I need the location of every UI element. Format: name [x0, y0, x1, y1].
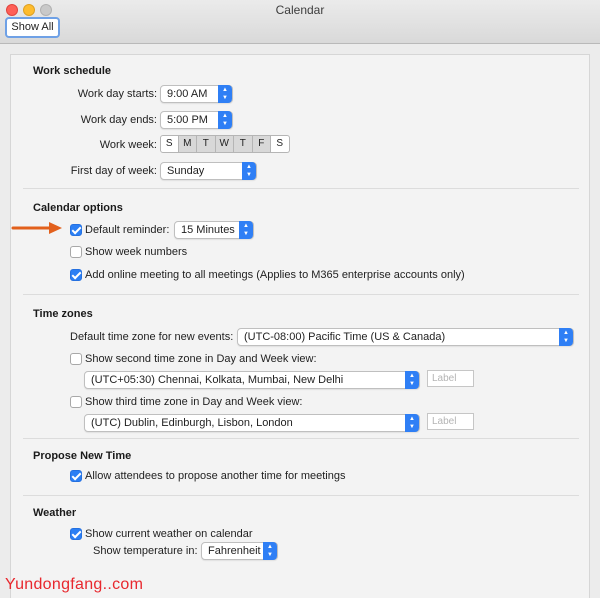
first-day-label: First day of week: [70, 165, 157, 177]
separator [23, 438, 579, 439]
temperature-unit-label: Show temperature in: [93, 545, 198, 557]
day-tuesday[interactable]: T [197, 135, 216, 153]
default-time-zone-value: (UTC-08:00) Pacific Time (US & Canada) [244, 331, 446, 343]
third-time-zone-checkbox[interactable] [70, 396, 82, 408]
day-saturday[interactable]: S [271, 135, 290, 153]
window-title: Calendar [275, 3, 325, 17]
third-time-zone-label-input[interactable] [427, 413, 474, 430]
day-thursday[interactable]: T [234, 135, 253, 153]
day-wednesday[interactable]: W [216, 135, 235, 153]
allow-propose-label: Allow attendees to propose another time for meetings [85, 470, 346, 482]
stepper-arrows-icon: ▲ ▼ [218, 111, 232, 129]
second-time-zone-label: Show second time zone in Day and Week view: [85, 353, 317, 365]
separator [23, 495, 579, 496]
work-week-label: Work week: [99, 139, 157, 151]
default-reminder-label: Default reminder: [85, 224, 170, 236]
stepper-arrows-icon: ▲ ▼ [242, 162, 256, 180]
third-time-zone-label-placeholder: Label [432, 416, 457, 427]
temperature-unit-select[interactable] [201, 542, 278, 560]
annotation-arrow-icon [3, 221, 63, 235]
day-friday[interactable]: F [253, 135, 272, 153]
stepper-arrows-icon: ▲ ▼ [405, 414, 419, 432]
stepper-arrows-icon: ▲ ▼ [218, 85, 232, 103]
work-day-ends-label: Work day ends: [80, 114, 157, 126]
week-numbers-checkbox[interactable] [70, 246, 82, 258]
day-sunday[interactable]: S [160, 135, 179, 153]
stepper-arrows-icon: ▲ ▼ [559, 328, 573, 346]
default-time-zone-select[interactable] [237, 328, 574, 346]
stepper-arrows-icon: ▲ ▼ [263, 542, 277, 560]
show-all-button[interactable]: Show All [5, 17, 60, 38]
work-day-starts-value: 9:00 AM [167, 88, 208, 100]
work-day-ends-select[interactable] [160, 111, 233, 129]
day-monday[interactable]: M [179, 135, 198, 153]
show-weather-checkbox[interactable] [70, 528, 82, 540]
second-time-zone-label-input[interactable] [427, 370, 474, 387]
second-time-zone-label-placeholder: Label [432, 373, 457, 384]
second-time-zone-checkbox[interactable] [70, 353, 82, 365]
weather-heading: Weather [33, 507, 77, 519]
first-day-select[interactable] [160, 162, 257, 180]
work-day-starts-label: Work day starts: [77, 88, 157, 100]
default-reminder-checkbox[interactable] [70, 224, 82, 236]
watermark: Yundongfang..com [5, 576, 144, 593]
online-meeting-checkbox[interactable] [70, 269, 82, 281]
default-reminder-select[interactable] [174, 221, 254, 239]
second-time-zone-select[interactable] [84, 371, 420, 389]
second-time-zone-value: (UTC+05:30) Chennai, Kolkata, Mumbai, New Delhi [91, 374, 344, 386]
preferences-content [0, 44, 600, 598]
work-week-selector [160, 135, 290, 153]
first-day-value: Sunday [167, 165, 205, 177]
work-day-starts-select[interactable] [160, 85, 233, 103]
propose-new-time-heading: Propose New Time [33, 450, 132, 462]
stepper-arrows-icon: ▲ ▼ [405, 371, 419, 389]
third-time-zone-value: (UTC) Dublin, Edinburgh, Lisbon, London [91, 417, 293, 429]
temperature-unit-value: Fahrenheit [208, 545, 261, 557]
week-numbers-label: Show week numbers [85, 246, 188, 258]
allow-propose-checkbox[interactable] [70, 470, 82, 482]
work-schedule-heading: Work schedule [33, 65, 112, 77]
separator [23, 294, 579, 295]
time-zones-heading: Time zones [33, 308, 93, 320]
third-time-zone-select[interactable] [84, 414, 420, 432]
show-weather-label: Show current weather on calendar [85, 528, 253, 540]
title-bar [0, 0, 600, 44]
calendar-options-heading: Calendar options [33, 202, 123, 214]
default-reminder-value: 15 Minutes [181, 224, 235, 236]
third-time-zone-label: Show third time zone in Day and Week view: [85, 396, 303, 408]
separator [23, 188, 579, 189]
work-day-ends-value: 5:00 PM [167, 114, 208, 126]
stepper-arrows-icon: ▲ ▼ [239, 221, 253, 239]
online-meeting-label: Add online meeting to all meetings (Applies to M365 enterprise accounts only) [85, 269, 465, 281]
default-time-zone-label: Default time zone for new events: [70, 331, 234, 343]
settings-panel [10, 54, 590, 598]
